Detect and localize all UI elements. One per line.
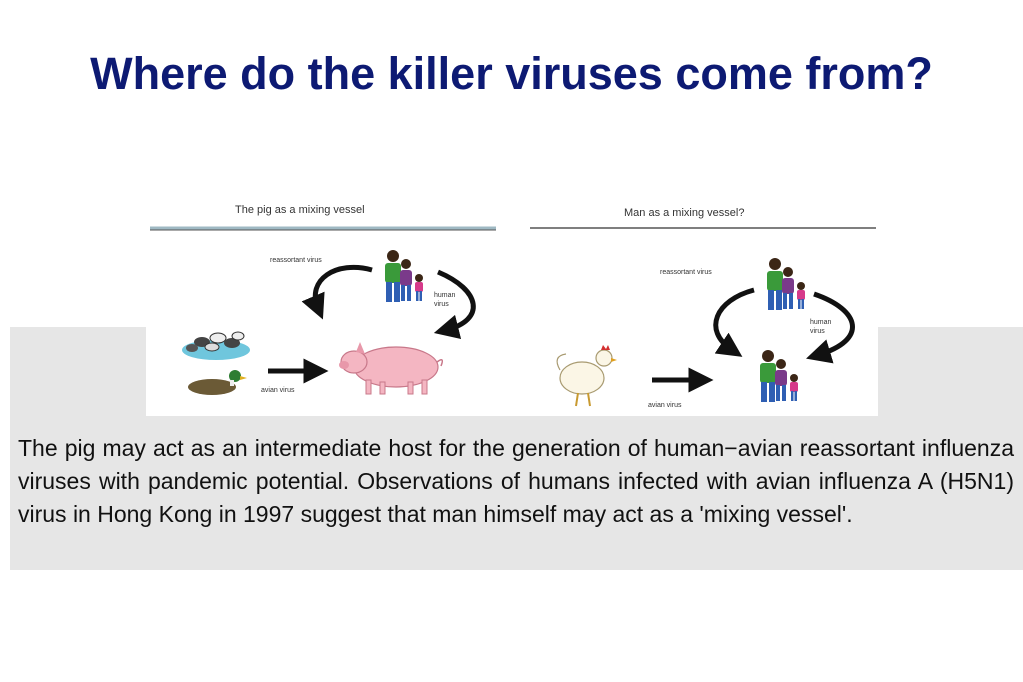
left-panel-heading: The pig as a mixing vessel <box>235 204 365 216</box>
mixing-vessel-figure <box>146 190 878 416</box>
left-humans <box>385 250 423 302</box>
left-human-label-1: human <box>434 292 456 299</box>
pig-image <box>339 342 442 394</box>
left-cycle-arrow-top <box>315 267 372 308</box>
caption-text: The pig may act as an intermediate host for the generation of human−avian reassortant influenza viruses with pandemic potential. Observations of humans infected with avian influenza A (H5N1) virus in Hong Kong in 1997 suggest that man himself may act as a 'mixing vessel'. <box>18 435 1014 527</box>
right-panel-heading: Man as a mixing vessel? <box>624 207 745 219</box>
right-reassortant-label: reassortant virus <box>660 269 712 276</box>
mixing-vessel-diagram <box>146 190 878 416</box>
left-avian-label: avian virus <box>261 387 295 394</box>
right-avian-label: avian virus <box>648 402 682 409</box>
right-humans-bottom <box>760 350 798 402</box>
left-human-label-2: virus <box>434 301 449 308</box>
wild-birds-image <box>182 332 250 360</box>
right-human-label-1: human <box>810 319 832 326</box>
left-panel <box>150 204 496 395</box>
right-human-label-2: virus <box>810 328 825 335</box>
right-humans-top <box>767 258 805 310</box>
right-cycle-arrow-left <box>716 290 754 350</box>
right-panel <box>530 207 876 409</box>
chicken-image <box>557 345 617 406</box>
slide-title: Where do the killer viruses come from? <box>90 48 933 99</box>
duck-image <box>188 370 247 395</box>
left-reassortant-label: reassortant virus <box>270 257 322 264</box>
